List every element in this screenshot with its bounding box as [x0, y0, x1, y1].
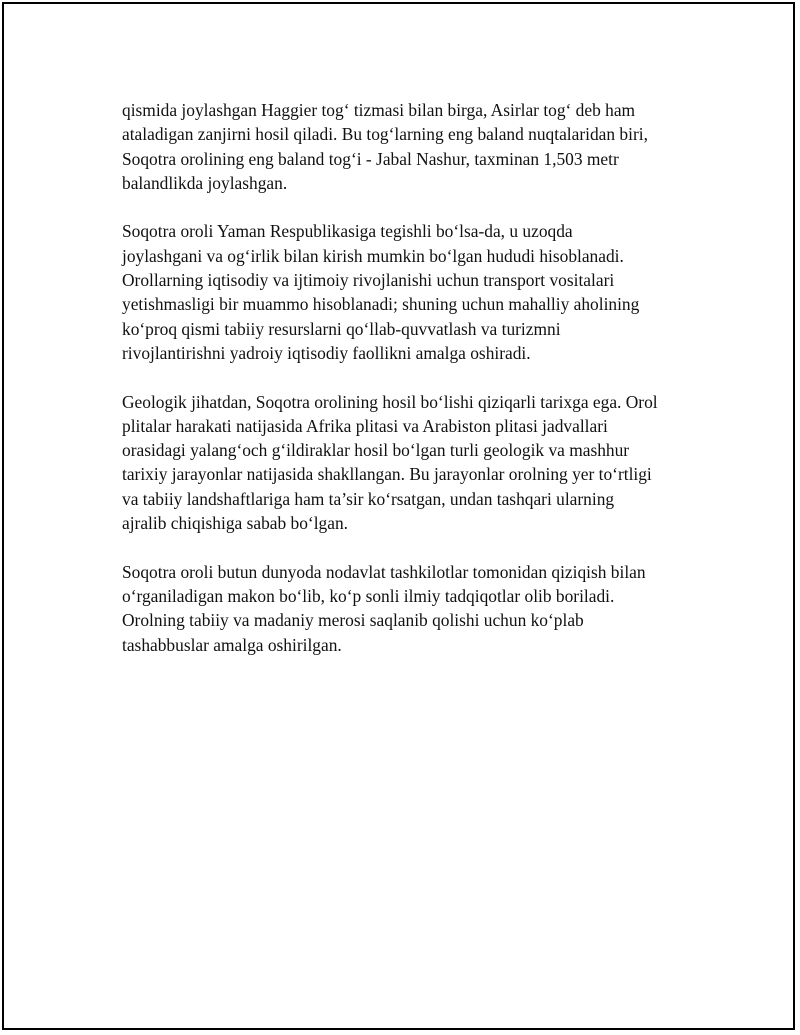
- text-line: tashabbuslar amalga oshirilgan.: [122, 634, 342, 655]
- text-line: ataladigan zanjirni hosil qiladi. Bu tog‘larning eng baland nuqtalaridan biri,: [122, 124, 648, 145]
- text-line: Orollarning iqtisodiy va ijtimoiy rivojlanishi uchun transport vositalari: [122, 270, 615, 291]
- paragraph-2: [122, 219, 692, 365]
- text-line: yetishmasligi bir muammo hisoblanadi; shuning uchun mahalliy aholining: [122, 294, 640, 315]
- text-line: Soqotra oroli butun dunyoda nodavlat tashkilotlar tomonidan qiziqish bilan: [122, 561, 646, 582]
- page-frame: [2, 2, 795, 1030]
- text-line: tarixiy jarayonlar natijasida shakllangan. Bu jarayonlar orolning yer to‘rtligi: [122, 464, 652, 485]
- text-line: rivojlantirishni yadroiy iqtisodiy faollikni amalga oshiradi.: [122, 342, 531, 363]
- text-line: orasidagi yalang‘och g‘ildiraklar hosil bo‘lgan turli geologik va mashhur: [122, 440, 630, 461]
- paragraph-3: [122, 390, 692, 536]
- paragraph-1: [122, 98, 692, 195]
- text-line: Soqotra orolining eng baland tog‘i - Jabal Nashur, taxminan 1,503 metr: [122, 148, 619, 169]
- paragraph-4: [122, 560, 692, 657]
- text-line: joylashgani va og‘irlik bilan kirish mumkin bo‘lgan hududi hisoblanadi.: [122, 245, 624, 266]
- text-line: Geologik jihatdan, Soqotra orolining hosil bo‘lishi qiziqarli tarixga ega. Orol: [122, 391, 658, 412]
- text-line: plitalar harakati natijasida Afrika plitasi va Arabiston plitasi jadvallari: [122, 415, 608, 436]
- document-body: [122, 98, 692, 681]
- text-line: balandlikda joylashgan.: [122, 172, 288, 193]
- text-line: ko‘proq qismi tabiiy resurslarni qo‘llab-quvvatlash va turizmni: [122, 318, 561, 339]
- text-line: qismida joylashgan Haggier tog‘ tizmasi bilan birga, Asirlar tog‘ deb ham: [122, 100, 636, 120]
- text-line: va tabiiy landshaftlariga ham ta’sir ko‘rsatgan, undan tashqari ularning: [122, 488, 615, 509]
- text-line: o‘rganiladigan makon bo‘lib, ko‘p sonli ilmiy tadqiqotlar olib boriladi.: [122, 585, 615, 606]
- text-line: ajralib chiqishiga sabab bo‘lgan.: [122, 513, 349, 534]
- text-line: Orolning tabiiy va madaniy merosi saqlanib qolishi uchun ko‘plab: [122, 610, 584, 631]
- text-line: Soqotra oroli Yaman Respublikasiga tegishli bo‘lsa-da, u uzoqda: [122, 221, 573, 242]
